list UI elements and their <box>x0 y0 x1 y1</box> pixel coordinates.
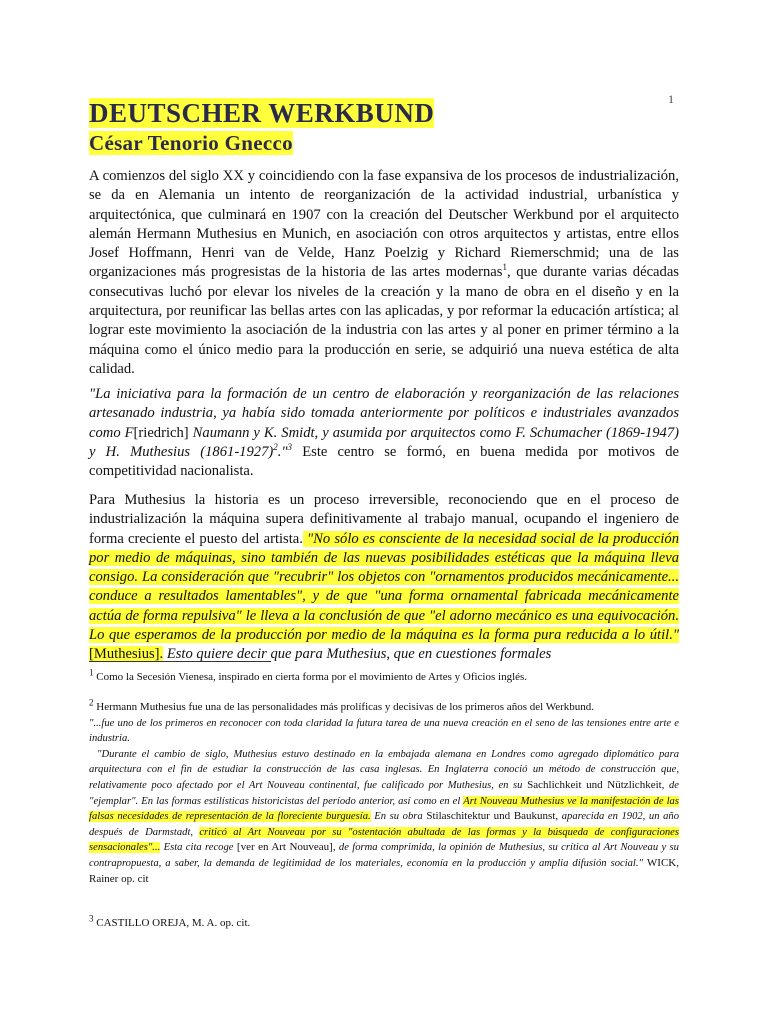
footnote-1-text: Como la Secesión Vienesa, inspirado en cierta forma por el movimiento de Artes y Oficios inglés. <box>93 671 528 683</box>
author-text: César Tenorio Gnecco <box>89 131 293 155</box>
footnote-3 <box>89 913 679 932</box>
footnote-2-roman-d: [ver en Art Nouveau], <box>233 841 336 854</box>
footnote-2-italic-g: de forma comprimida, la opinión de Muthesius, su crítica al Art Nouveau y su contrapropuesta, a saber, la demanda de legitimidad de los materiales, economía en la producción y amplia difusión social." <box>89 842 679 869</box>
p3-highlighted-attribution: [Muthesius]. <box>89 646 164 663</box>
footnote-ref-2[interactable]: 2 <box>273 442 278 453</box>
footnote-ref-1[interactable]: 1 <box>502 262 507 273</box>
p2-italic-a: "La iniciativa para la formación de un centro de elaboración y reorganización de las relaciones artesanado industria, ya había sido tomada anteriormente por políticos e industriales avanzados como F <box>89 386 679 441</box>
paragraph-quote <box>89 385 679 481</box>
document-author <box>89 130 293 156</box>
footnote-2-mark: 2 <box>89 697 94 708</box>
footnote-2-italic-a: "...fue uno de los primeros en reconocer con toda claridad la futura tarea de una nueva creación en el seno de las tensiones entre arte e industria. <box>89 717 679 745</box>
footnote-divider <box>89 661 271 662</box>
footnote-1 <box>89 667 679 686</box>
p1-text-a: A comienzos del siglo XX y coincidiendo con la fase expansiva de los procesos de industrialización, se da en Alemania un intento de reorganización de la actividad industrial, urbanística y arquitectónica, que culminará en 1907 con la creación del Deutscher Werkbund por el arquitecto alemán Hermann Muthesius en Munich, en asociación con otros arquitectos y artistas, entre ellos Josef Hoffmann, Henri van de Velde, Hanz Poelzig y Richard Riemerschmid; una de las organizaciones más progresistas de la historia de las artes modernas <box>89 168 679 281</box>
footnote-2-italic-d: En su obra <box>370 811 423 823</box>
p3-italic-tail: Esto quiere decir que para Muthesius, que en cuestiones formales <box>163 646 552 663</box>
footnote-2-italic-f: Esta cita recoge <box>160 842 234 854</box>
p2-italic-c: ." <box>277 443 288 460</box>
p3-highlighted-quote: "No sólo es consciente de la necesidad social de la producción por medio de máquinas, sino también de las nuevas posibilidades estéticas que la máquina lleva consigo. La consideración que "recubrir" los objetos con "ornamentos producidos mecánicamente... conduce a resultados lamentables", y de que "una forma ornamental fabricada mecánicamente actúa de forma repulsiva" le lleva a la conclusión de que "el adorno mecánico es una equivocación. Lo que esperamos de la producción por medio de la máquina es la forma pura reducida a lo útil." <box>89 530 679 644</box>
document-title <box>89 98 434 128</box>
footnote-1-mark: 1 <box>89 667 94 678</box>
paragraph-intro <box>89 167 679 379</box>
title-text: DEUTSCHER WERKBUND <box>89 98 435 128</box>
footnote-2-roman-b: Sachlichkeit und Nützlichkeit, <box>522 778 665 791</box>
footnote-2-roman-e: WICK, Rainer op. cit <box>89 856 679 885</box>
paragraph-muthesius <box>89 491 679 665</box>
p1-text-b: , que durante varias décadas consecutivas luchó por elevar los niveles de la creación y la mano de obra en el diseño y en la arquitectura, por reunificar las bellas artes con las aplicadas, y por reformar la educación artística; al lograr este movimiento la asociación de la industria con las artes y al poner en primer término a la máquina como el único medio para la producción en serie, se adquirió una nueva estética de alta calidad. <box>89 264 679 377</box>
footnote-ref-3[interactable]: 3 <box>287 442 293 453</box>
p2-roman-b: Este centro se formó, en buena medida por motivos de competitividad nacionalista. <box>89 443 679 480</box>
footnote-2-italic-b: "Durante el cambio de siglo, Muthesius estuvo destinado en la embajada alemana en Londres como agregado diplomático para arquitectura con el fin de estudiar la construcción de las casa inglesas. En Inglaterra conoció un método de construcción que, relativamente poco afectado por el Art Nouveau continental, fue calificado por Muthesius, en su <box>89 748 679 791</box>
footnote-2-italic-e: aparecida en 1902, un año después de Darmstadt, <box>89 811 680 838</box>
p3-text-a: Para Muthesius la historia es un proceso irreversible, reconociendo que en el proceso de industrialización la máquina supera definitivamente al trabajo manual, ocupando el ingeniero de forma creciente el puesto del artista. <box>89 492 679 547</box>
footnote-3-mark: 3 <box>89 913 94 924</box>
footnote-3-text: CASTILLO OREJA, M. A. op. cit. <box>93 917 251 929</box>
footnote-2 <box>89 697 680 887</box>
p2-italic-b: Naumann y K. Smidt, y asumida por arquitectos como F. Schumacher (1869-1947) y H. Muthesius (1861-1927) <box>89 424 679 460</box>
p2-roman-a: [riedrich] <box>133 424 189 441</box>
footnote-2-roman-c: Stilaschitektur und Baukunst, <box>422 810 559 823</box>
page-number: 1 <box>668 92 674 106</box>
footnote-2-highlight-b: criticó al Art Nouveau por su "ostentación abultada de las formas y la búsqueda de configuraciones sensacionales"... <box>89 826 679 854</box>
footnote-2-text-a: Hermann Muthesius fue una de las personalidades más prolíficas y decisivas de los primeros años del Werkbund. <box>93 701 595 713</box>
footnote-2-italic-c: de "ejemplar". En las formas estilísticas historicistas del período anterior, así como en el <box>89 779 679 807</box>
footnote-2-highlight-a: Art Nouveau Muthesius ve la manifestación de las falsas necesidades de representación de la floreciente burguesía. <box>89 795 679 823</box>
